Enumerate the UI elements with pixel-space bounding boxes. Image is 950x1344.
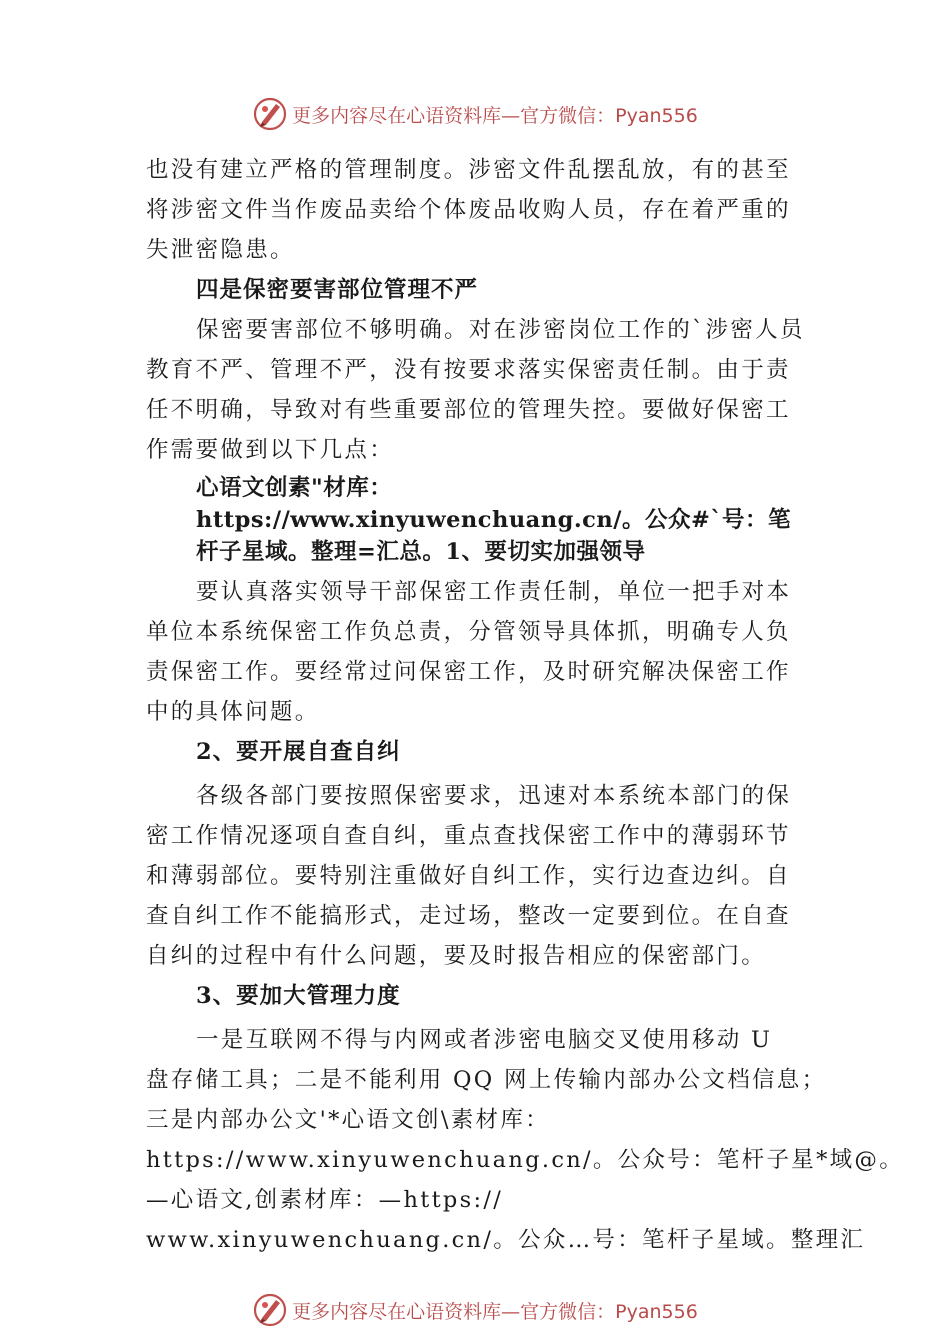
paragraph-line: 三是内部办公文'*心语文创\素材库： (146, 1107, 550, 1133)
section-heading: 四是保密要害部位管理不严 (196, 277, 479, 303)
footer-banner (0, 1290, 950, 1330)
paragraph-line: 失泄密隐患。 (146, 237, 295, 263)
paragraph-line: https://www.xinyuwenchuang.cn/。公众号：笔杆子星*域@。 (146, 1147, 905, 1173)
header-text: 更多内容尽在心语资料库—官方微信：Pyan556 (292, 104, 698, 127)
paragraph-line: 一是互联网不得与内网或者涉密电脑交叉使用移动 U (196, 1027, 773, 1053)
paragraph-line: 要认真落实领导干部保密工作责任制，单位一把手对本 (196, 579, 792, 605)
paragraph-line: 各级各部门要按照保密要求，迅速对本系统本部门的保 (196, 783, 792, 809)
paragraph-line: 和薄弱部位。要特别注重做好自纠工作，实行边查边纠。自 (146, 863, 791, 889)
paragraph-line: 密工作情况逐项自查自纠，重点查找保密工作中的薄弱环节 (146, 823, 791, 849)
paragraph-line: 查自纠工作不能搞形式，走过场，整改一定要到位。在自查 (146, 903, 791, 929)
paragraph-line: 教育不严、管理不严，没有按要求落实保密责任制。由于责 (146, 357, 791, 383)
paragraph-line: 作需要做到以下几点： (146, 437, 395, 463)
section-heading: 2、要开展自查自纠 (196, 739, 401, 765)
paragraph-line: 保密要害部位不够明确。对在涉密岗位工作的`涉密人员 (196, 317, 805, 343)
document-body (146, 150, 905, 1260)
paragraph-line: 也没有建立严格的管理制度。涉密文件乱摆乱放，有的甚至 (146, 157, 791, 183)
pen-logo-icon (252, 96, 288, 132)
pen-logo-icon (252, 1292, 288, 1328)
paragraph-line: 任不明确，导致对有些重要部位的管理失控。要做好保密工 (146, 397, 791, 423)
paragraph-line: 责保密工作。要经常过问保密工作，及时研究解决保密工作 (146, 659, 791, 685)
footer-wechat-id: Pyan556 (615, 1300, 698, 1323)
paragraph-line: —心语文,创素材库：—https:// (146, 1187, 504, 1213)
section-heading: 3、要加大管理力度 (196, 983, 401, 1009)
header-banner (0, 94, 950, 134)
footer-text: 更多内容尽在心语资料库—官方微信：Pyan556 (292, 1300, 698, 1323)
paragraph-line: 中的具体问题。 (146, 699, 320, 725)
paragraph-line: 自纠的过程中有什么问题，要及时报告相应的保密部门。 (146, 943, 767, 969)
header-wechat-id: Pyan556 (615, 104, 698, 127)
watermark-heading: 心语文创素"材库：https://www.xinyuwenchuang.cn/。公众#`号：笔杆子星域。整理=汇总。1、要切实加强领导 (196, 475, 792, 565)
paragraph-line: 单位本系统保密工作负总责，分管领导具体抓，明确专人负 (146, 619, 791, 645)
paragraph-line: 盘存储工具；二是不能利用 QQ 网上传输内部办公文档信息； (146, 1067, 827, 1093)
paragraph-line: www.xinyuwenchuang.cn/。公众…号：笔杆子星域。整理汇 (146, 1227, 866, 1253)
paragraph-line: 将涉密文件当作废品卖给个体废品收购人员，存在着严重的 (146, 197, 791, 223)
